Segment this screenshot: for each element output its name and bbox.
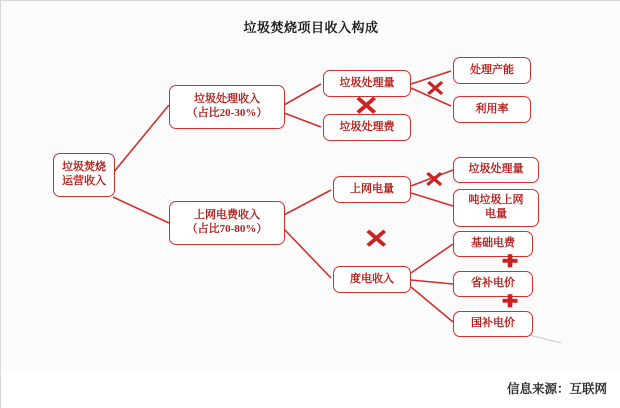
node-per-ton-grid-power-line-2: 电量 <box>485 208 507 220</box>
node-power-revenue-label: 度电收入 <box>350 272 394 285</box>
node-provincial-subsidy-price[interactable] <box>453 271 533 297</box>
node-processing-capacity[interactable] <box>453 57 531 84</box>
connector-waste-revenue-to-volume <box>284 84 321 105</box>
node-power-revenue[interactable] <box>333 266 411 293</box>
connector-per-kwh-to-provincial <box>411 280 453 284</box>
x-mark-base-tariff-icon: ✚ <box>501 252 519 271</box>
node-waste-treatment-volume-2-label: 垃圾处理量 <box>468 163 524 176</box>
node-root[interactable] <box>53 153 115 197</box>
connector-per-kwh-to-base <box>411 244 453 273</box>
node-grid-power-revenue[interactable] <box>169 201 285 245</box>
node-utilization-rate-label: 利用率 <box>475 102 509 115</box>
node-waste-treatment-revenue-line-1: 垃圾处理收入 <box>194 93 260 106</box>
node-grid-power-amount-label: 上网电量 <box>350 182 394 195</box>
node-grid-power-revenue-line-1: 上网电费收入 <box>194 209 260 222</box>
connector-power-revenue-to-grid-amount <box>284 190 331 215</box>
x-mark-provincial-subsidy-icon: ✚ <box>501 292 519 311</box>
connector-root-to-waste-revenue <box>113 105 169 173</box>
node-utilization-rate[interactable] <box>453 96 531 123</box>
node-grid-power-amount[interactable] <box>333 176 411 203</box>
connector-root-to-power-revenue <box>113 197 169 223</box>
connector-power-revenue-to-per-kwh <box>284 229 331 278</box>
node-base-tariff[interactable] <box>453 231 533 257</box>
x-mark-power-revenue-branch-icon: ✕ <box>363 224 390 254</box>
node-per-ton-grid-power-line-1: 吨垃圾上网 <box>468 194 524 207</box>
x-mark-per-ton-power-icon: ✕ <box>423 167 445 192</box>
node-waste-treatment-volume-2[interactable] <box>453 157 539 183</box>
node-processing-capacity-label: 处理产能 <box>470 63 514 76</box>
node-grid-power-revenue-line-2: （占比70-80%） <box>186 223 268 235</box>
diagram-canvas <box>1 1 620 371</box>
node-waste-treatment-volume-label: 垃圾处理量 <box>339 76 395 89</box>
connector-per-kwh-to-national <box>411 287 453 322</box>
x-mark-waste-fee-icon: ✕ <box>353 91 380 121</box>
node-base-tariff-label: 基础电费 <box>471 237 515 250</box>
node-root-line-1: 垃圾焚烧 <box>62 161 106 174</box>
source-note: 信息来源：互联网 <box>506 382 607 396</box>
node-provincial-subsidy-price-label: 省补电价 <box>471 277 515 290</box>
node-root-line-2: 运营收入 <box>62 175 106 187</box>
node-national-subsidy-price[interactable] <box>453 311 533 337</box>
node-waste-treatment-revenue[interactable] <box>169 85 285 129</box>
node-waste-treatment-revenue-line-2: （占比20-30%） <box>186 107 268 119</box>
node-per-ton-grid-power[interactable] <box>453 189 539 227</box>
connector-waste-revenue-to-fee <box>284 113 321 127</box>
node-waste-treatment-fee-label: 垃圾处理费 <box>339 120 395 133</box>
node-national-subsidy-price-label: 国补电价 <box>471 317 515 330</box>
connector-grid-amount-to-per-ton <box>411 193 453 206</box>
x-mark-treatment-volume-icon: ✕ <box>424 76 446 101</box>
page-title: 垃圾焚烧项目收入构成 <box>243 20 379 35</box>
